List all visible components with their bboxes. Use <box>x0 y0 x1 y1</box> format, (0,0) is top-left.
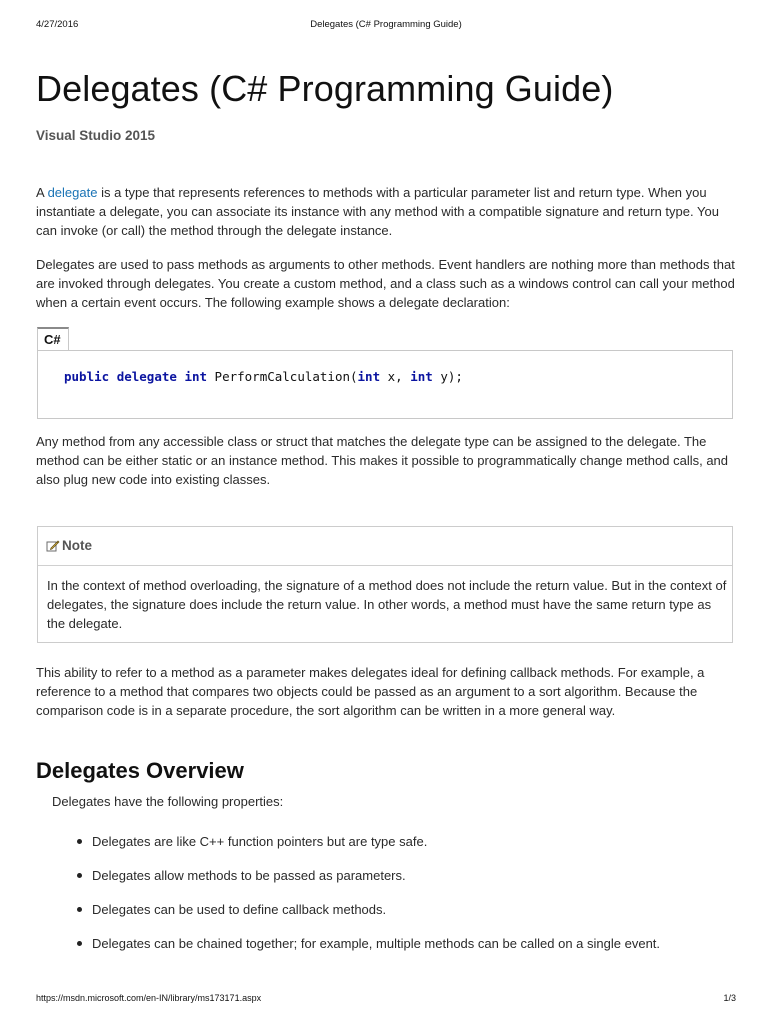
bullet-icon <box>77 907 82 912</box>
list-item <box>52 866 732 900</box>
list-item-text: Delegates are like C++ function pointers but are type safe. <box>92 834 428 849</box>
print-date: 4/27/2016 <box>36 19 79 30</box>
code-keyword: int <box>184 369 208 384</box>
code-argument: x, <box>380 369 411 384</box>
list-item-text: Delegates can be used to define callback methods. <box>92 902 387 917</box>
list-item <box>52 832 732 866</box>
note-label: Note <box>62 538 92 553</box>
section-title: Delegates Overview <box>36 758 244 783</box>
intro-prefix: A <box>36 185 48 200</box>
list-item-text: Delegates allow methods to be passed as parameters. <box>92 868 406 883</box>
print-title: Delegates (C# Programming Guide) <box>310 19 462 30</box>
delegates-usage-paragraph: Delegates are used to pass methods as arguments to other methods. Event handlers are nothing more than methods that are invoked through delegates. You create a custom method, and a class such as a windows control can call your method when a certain event occurs. The following example shows a delegate declaration: <box>36 257 735 310</box>
bullet-icon <box>77 839 82 844</box>
bullet-icon <box>77 873 82 878</box>
intro-rest: is a type that represents references to methods with a particular parameter list and return type. When you instantiate a delegate, you can associate its instance with any method with a compatible signature and return type. You can invoke (or call) the method through the delegate instance. <box>36 185 719 238</box>
code-language-tab[interactable]: C# <box>37 327 69 351</box>
code-keyword: int <box>357 369 381 384</box>
note-box <box>37 526 733 643</box>
intro-paragraph <box>36 183 736 240</box>
assignment-paragraph: Any method from any accessible class or struct that matches the delegate type can be assigned to the delegate. The method can be either static or an instance method. This makes it possible to programmatically change method calls, and also plug new code into existing classes. <box>36 434 729 487</box>
page-title: Delegates (C# Programming Guide) <box>36 68 614 109</box>
note-header <box>38 527 732 566</box>
code-argument: y); <box>432 369 463 384</box>
callback-paragraph: This ability to refer to a method as a parameter makes delegates ideal for defining callback methods. For example, a reference to a method that compares two objects could be passed as an argument to a sort algorithm. Because the comparison code is in a separate procedure, the sort algorithm can be written in a more general way. <box>36 665 705 718</box>
list-item <box>52 934 732 968</box>
print-footer <box>36 993 736 1007</box>
note-text: In the context of method overloading, the signature of a method does not include the return value. But in the context of delegates, the signature does include the return value. In other words, a method must have the same return type as the delegate. <box>47 578 727 631</box>
code-keyword: public <box>64 369 110 384</box>
code-block <box>37 350 733 419</box>
code-keyword: delegate <box>116 369 177 384</box>
delegate-link[interactable]: delegate <box>47 185 98 200</box>
code-keyword: int <box>410 369 433 384</box>
version-label: Visual Studio 2015 <box>36 128 156 143</box>
bullet-icon <box>77 941 82 946</box>
page-number: 1/3 <box>723 993 736 1003</box>
list-item <box>52 900 732 934</box>
properties-list <box>52 832 732 968</box>
code-identifier: PerformCalculation( <box>207 369 358 384</box>
note-pencil-icon <box>46 539 60 553</box>
print-header <box>36 19 736 33</box>
code-line <box>64 369 463 384</box>
list-item-text: Delegates can be chained together; for example, multiple methods can be called on a single event. <box>92 936 661 951</box>
overview-intro: Delegates have the following properties: <box>52 794 284 809</box>
page-url: https://msdn.microsoft.com/en-IN/library/ms173171.aspx <box>36 993 262 1003</box>
